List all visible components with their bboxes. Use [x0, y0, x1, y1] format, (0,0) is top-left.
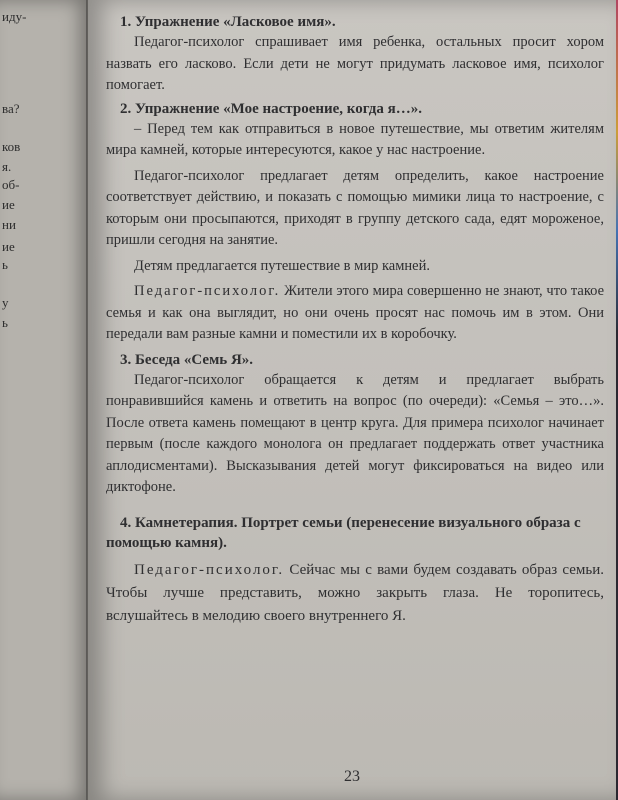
section-heading: 2. Упражнение «Мое настроение, когда я…». — [120, 100, 423, 117]
left-page-text: иду- — [2, 9, 27, 24]
left-page — [0, 0, 92, 800]
speaker-label: Педагог-психолог. — [134, 561, 285, 578]
left-page-text: ни — [2, 217, 16, 232]
left-page-text: ие — [2, 197, 15, 212]
left-page-text: ков — [2, 139, 21, 154]
left-page-text: об- — [2, 177, 20, 192]
left-page-text: ь — [2, 315, 8, 330]
section-heading: 1. Упражнение «Ласковое имя». — [120, 14, 336, 30]
paragraph-text: Жители этого мира совершенно не знают, что такое семья и как она выглядит, но они очень просят нас помочь им в этом. Они передали вам разные камни и поместили их в коробочку. — [106, 283, 605, 342]
page-text — [106, 12, 604, 628]
paragraph-text: Сейчас мы с вами будем создавать образ семьи. Чтобы лучше представить, можно закрыть глаза. Не торопитесь, вслушайтесь в мелодию своего внутреннего Я. — [106, 561, 604, 624]
left-page-text: у — [2, 295, 9, 310]
paragraph: Педагог-психолог предлагает детям определить, какое настроение соответствует действию, и показать с помощью мимики лица то настроение, с которым они просыпаются, приходят в группу детского сада, едят мороженое, пришли сегодня на занятие. — [106, 167, 604, 248]
paragraph: Педагог-психолог обращается к детям и предлагает выбрать понравившийся камень и ответить на вопрос (по очереди): «Семья – это…». После ответа камень помещают в центр круга. Для примера психолог начинает первым (после каждого монолога он предлагает поддержать ответ участника аплодисментами). Высказывания детей могут фиксироваться на видео или диктофоне. — [106, 371, 604, 495]
section-heading: 3. Беседа «Семь Я». — [120, 351, 254, 368]
left-page-text: я. — [2, 159, 12, 174]
paragraph — [106, 281, 604, 346]
paragraph: Педагог-психолог спрашивает имя ребенка, остальных просит хором назвать его ласково. Если дети не могут придумать ласковое имя, психолог помогает. — [106, 34, 604, 93]
speaker-label: Педагог-психолог. — [134, 283, 281, 299]
left-page-text: ь — [2, 257, 8, 272]
book-page — [88, 0, 616, 800]
paragraph: – Перед тем как отправиться в новое путешествие, мы ответим жителям мира камней, которые интересуются, какое у нас настроение. — [106, 120, 604, 158]
section-heading: 4. Камнетерапия. Портрет семьи (перенесение визуального образа с помощью камня). — [106, 514, 581, 551]
left-page-text: ие — [2, 239, 15, 254]
paragraph — [106, 559, 604, 628]
paragraph: Детям предлагается путешествие в мир камней. — [134, 257, 430, 274]
left-page-text: ва? — [2, 101, 20, 116]
page-number: 23 — [344, 768, 360, 785]
